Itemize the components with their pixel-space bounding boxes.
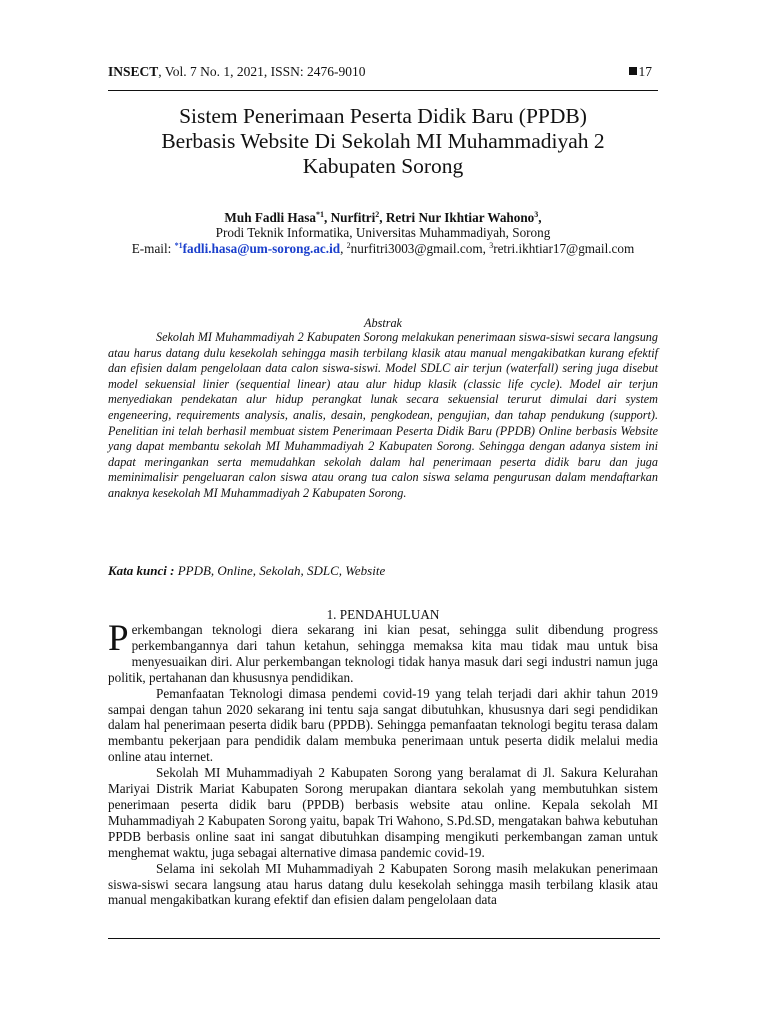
email-3: retri.ikhtiar17@gmail.com [493,241,635,256]
page-number [629,64,653,80]
author-3-sup: 3 [534,210,539,219]
paragraph-3: Sekolah MI Muhammadiyah 2 Kabupaten Sorong yang beralamat di Jl. Sakura Kelurahan Mariyai Distrik Mariat Kabupaten Sorong merupakan diantara sekolah yang membutuhkan sistem penerimaan peserta didik baru (PPDB) berbasis website atau online. Kepala sekolah MI Muhammadiyah 2 Kabupaten Sorong yaitu, bapak Tri Wahono, S.Pd.SD, mengatakan bahwa kebutuhan PPDB berbasis online saat ini sangat dibutuhkan disamping mengikuti perkembangan zaman untuk menghemat waktu, juga sebagai alternative dimasa pandemic covid-19. [108,765,658,860]
abstract-text: Sekolah MI Muhammadiyah 2 Kabupaten Sorong melakukan penerimaan siswa-siswi secara langsung atau harus datang dulu kesekolah sehingga masih terbilang klasik atau manual mengakibatkan kurang efektif dan efisien dalam pengelolaan data calon siswa-siswi. Model SDLC air terjun (waterfall) sering juga disebut model sekuensial linier (sequential linear) atau alur hidup klasik (classic life cycle). Model air terjun menyediakan pendekatan alur hidup perangkat lunak secara sekuensial terurut dimulai dari system engeneering, requirements analysis, analis, desain, pengkodean, pengujian, dan tahap pendukung (support). Penelitian ini telah berhasil membuat sistem Penerimaan Peserta Didik Baru (PPDB) Online berbasis Website yang dapat membantu sekolah MI Muhammadiyah 2 Kabupaten Sorong. Sehingga dengan adanya sistem ini dapat meringankan serta memudahkan sekolah dalam hal penerimaan peserta didik baru dan juga meminimalisir pengeluaran calon siswa atau orang tua calon siswa selama pengurusan dalam mendaftarkan anaknya kesekolah MI Muhammadiyah 2 Kabupaten Sorong. [108,330,658,500]
author-1: Muh Fadli Hasa [224,210,317,225]
keywords-text: PPDB, Online, Sekolah, SDLC, Website [174,563,386,578]
author-1-sup: *1 [316,210,325,219]
paper-title [108,104,658,179]
title-line-1: Sistem Penerimaan Peserta Didik Baru (PPDB) [179,104,587,128]
abstract-heading: Abstrak [364,316,402,330]
keywords [108,563,658,579]
abstract-body [108,330,658,502]
author-list [108,210,658,226]
paragraph-1 [108,618,658,686]
journal-volume-issn: , Vol. 7 No. 1, 2021, ISSN: 2476-9010 [158,64,366,79]
paragraph-1-text: erkembangan teknologi diera sekarang ini kian pesat, sehingga sulit dibendung progress perkembangannya dari tahun ketahun, sehingga memaksa kita mau tidak mau untuk bisa menyesuaikan diri. Alur perkembangan teknologi tidak hanya masuk dari segi industri namun juga politik, pertahanan dan khususnya pendidikan. [108,622,658,685]
section-body [108,618,658,908]
drop-cap: P [108,618,129,659]
journal-citation [108,64,366,80]
email-line [108,241,658,257]
email-1-link[interactable] [175,241,340,256]
email-sep-1: , [340,241,347,256]
journal-name: INSECT [108,64,159,79]
paragraph-2: Pemanfaatan Teknologi dimasa pendemi covid-19 yang telah terjadi dari akhir tahun 2019 sampai dengan tahun 2020 sekarang ini tentu saja sangat dibutuhkan, khususnya dari segi pendidikan dalam hal penerimaan peserta didik baru (PPDB). Sehingga pemanfaatan teknologi begitu terasa dalam membantu pekerjaan para pendidik dalam membuka penerimaan untuk peserta didik melalui media online atau internet. [108,685,658,765]
section-heading: 1. PENDAHULUAN [326,607,440,622]
author-3: , Retri Nur Ikhtiar Wahono [379,210,535,225]
email-1: fadli.hasa@um-sorong.ac.id [182,241,341,256]
email-3-sup: 3 [489,241,494,250]
email-2-sup: 2 [346,241,351,250]
title-line-3: Kabupaten Sorong [302,154,464,178]
affiliation: Prodi Teknik Informatika, Universitas Muhammadiyah, Sorong [215,225,551,240]
author-list-end: , [538,210,542,225]
title-line-2: Berbasis Website Di Sekolah MI Muhammadiyah 2 [161,129,605,153]
running-header [108,64,658,88]
keywords-label: Kata kunci : [108,563,175,578]
author-2: , Nurfitri [324,210,376,225]
paragraph-4: Selama ini sekolah MI Muhammadiyah 2 Kabupaten Sorong masih melakukan penerimaan siswa-siswi secara langsung atau harus datang dulu kesekolah sehingga masih terbilang klasik atau manual mengakibatkan kurang efektif dan efisien dalam pengelolaan data [108,860,658,908]
page-number-value: 17 [638,64,652,79]
author-2-sup: 2 [375,210,380,219]
email-sep-2: , [482,241,490,256]
header-rule [108,90,658,91]
footer-rule [108,938,660,939]
email-label: E-mail: [131,241,175,256]
email-2: nurfitri3003@gmail.com [350,241,483,256]
email-1-sup: *1 [174,241,183,250]
square-bullet-icon [629,67,637,75]
